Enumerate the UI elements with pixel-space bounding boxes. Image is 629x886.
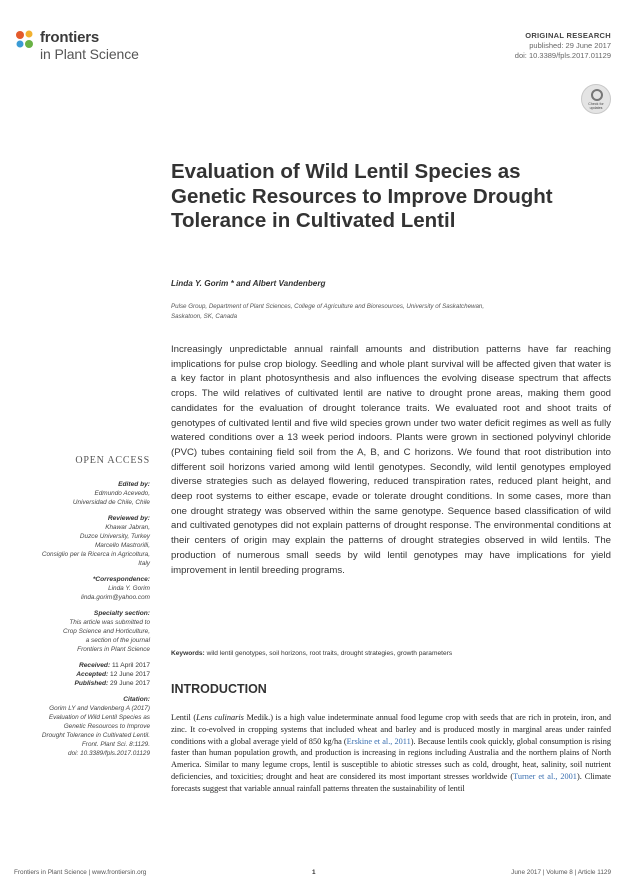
journal-logo [14, 27, 174, 67]
edited-by-label: Edited by: [118, 481, 150, 488]
keywords [171, 650, 611, 657]
editor-name: Edmundo Acevedo, [94, 490, 150, 497]
editor-affiliation: Universidad de Chile, Chile [72, 499, 150, 506]
check-updates-icon [591, 89, 603, 101]
abstract: Increasingly unpredictable annual rainfall amounts and distribution patterns have far reaching implications for pulse crop biology. Seedling and whole plant survival will be affected given that water is a key factor in plant photosynthesis and also influences the evolving disease spectrum that affects crops. The wild relatives of cultivated lentil are native to drought prone areas, making them good candidates for the evaluation of drought tolerance traits. We evaluated root and shoot traits of genotypes of cultivated lentil and five wild species grown under two water deficit regimes as well as fully watered conditions over a 13 week period indoors. Plants were grown in sectioned polyvinyl chloride (PVC) tubes containing field soil from the A, B, and C horizons. We found that root distribution into different soil horizons varied among wild lentil genotypes. Secondly, wild lentil genotypes employed diverse strategies such as delayed flowering, reduced transpiration rates, reduced plant height, and deep root systems to either escape, evade or tolerate drought conditions. In some cases, more than one drought strategy was observed within the same genotype. Sequence based classification of wild and cultivated genotypes did not explain patterns of drought response. The environmental conditions at their centers of origin may explain the patterns of drought strategies observed in wild lentils. The production of numerous small seeds by wild lentil genotypes may have implications for yield improvement in lentil breeding programs. [171, 344, 611, 576]
open-access-label: OPEN ACCESS [75, 455, 150, 466]
journal-brand: frontiers [40, 29, 100, 46]
frontiers-logo-icon [14, 29, 36, 51]
correspondence-label: *Correspondence: [92, 576, 150, 583]
introduction-heading: INTRODUCTION [171, 682, 267, 696]
footer-volume-info: June 2017 | Volume 8 | Article 1129 [511, 869, 611, 876]
article-title: Evaluation of Wild Lentil Species as Genetic Resources to Improve Drought Tolerance in Cultivated Lentil [171, 160, 553, 232]
citation-link[interactable]: Turner et al., 2001 [513, 771, 577, 781]
keywords-label: Keywords: [171, 650, 205, 657]
reviewed-by-label: Reviewed by: [107, 515, 150, 522]
citation-link[interactable]: Erskine et al., 2011 [346, 736, 411, 746]
reviewer-affiliation: Duzce University, Turkey [79, 533, 150, 540]
published-date-sidebar: Published: 29 June 2017 [74, 680, 150, 687]
journal-name: in Plant Science [40, 46, 139, 62]
affiliation: Pulse Group, Department of Plant Sciences, College of Agriculture and Bioresources, University of Saskatchewan, Saskatoon, SK, Canada [171, 303, 485, 320]
correspondence-name: Linda Y. Gorim [108, 585, 150, 592]
reviewer-name: Khawar Jabran, [105, 524, 150, 531]
article-sidebar: OPEN ACCESS Edited by: Edmundo Acevedo, Universidad de Chile, Chile Reviewed by: Khawar Jabran, Duzce University, Turkey Marcello Mastrorilli, Consiglio per la Ricerca in Agricoltura, Italy *Correspondence: Linda Y. Gorim linda.gorim@yahoo.com Specialty section: This article was submitted to Crop Science and Horticulture, a section of the journal Frontiers in Plant Science Received: 11 April 2017 Accepted: 12 June 2017 Published: 29 June 2017 Citation: Gorim LY and Vandenberg A (2017) Evaluation of Wild Lentil Species as Genetic Resources to Improve Drought Tolerance in Cultivated Lentil. Front. Plant Sci. 8:1129. doi: 10.3389/fpls.2017.01129 [14, 455, 150, 758]
citation-doi[interactable]: doi: 10.3389/fpls.2017.01129 [68, 750, 150, 757]
specialty-section-label: Specialty section: [93, 610, 150, 617]
reviewer-country: Italy [138, 560, 150, 567]
received-date: Received: 11 April 2017 [78, 662, 150, 669]
article-doi[interactable]: doi: 10.3389/fpls.2017.01129 [514, 51, 611, 60]
author-list: Linda Y. Gorim * and Albert Vandenberg [171, 279, 326, 288]
reviewer-affiliation: Consiglio per la Ricerca in Agricoltura, [41, 551, 150, 558]
published-date: published: 29 June 2017 [529, 41, 611, 50]
reviewer-name: Marcello Mastrorilli, [94, 542, 150, 549]
page-number: 1 [312, 869, 316, 876]
introduction-paragraph: Lentil (Lens culinaris Medik.) is a high value indeterminate annual food legume crop with seeds that are rich in protein, iron, and zinc. It co-evolved in cropping systems that included wheat and barley and is produced mostly in marginal areas under rainfed conditions with a global average yield of 850 kg/ha (Erskine et al., 2011). Because lentils cook quickly, global consumption is rising faster than human population growth, and production is increasing in regions including Australia and the northern plains of North America. Similar to many legume crops, lentil is susceptible to abiotic stresses such as cold, drought, heat, salinity, soil nutrient deficiencies, and toxicities; drought and heat are considered its most important stresses worldwide (Turner et al., 2001). Climate forecasts suggest that variable annual rainfall patterns threaten the sustainability of lentil [171, 713, 611, 793]
species-name: Lens culinaris [196, 713, 244, 722]
keywords-text: wild lentil genotypes, soil horizons, root traits, drought strategies, growth parameters [206, 650, 453, 657]
article-meta [515, 31, 611, 61]
article-type: ORIGINAL RESEARCH [525, 31, 611, 40]
accepted-date: Accepted: 12 June 2017 [76, 671, 150, 678]
page-footer [14, 869, 611, 881]
correspondence-email[interactable]: linda.gorim@yahoo.com [80, 594, 150, 601]
check-for-updates-badge[interactable]: Check for updates [581, 84, 611, 114]
citation-label: Citation: [123, 696, 150, 703]
footer-journal-link[interactable]: Frontiers in Plant Science | www.frontiersin.org [14, 869, 147, 876]
